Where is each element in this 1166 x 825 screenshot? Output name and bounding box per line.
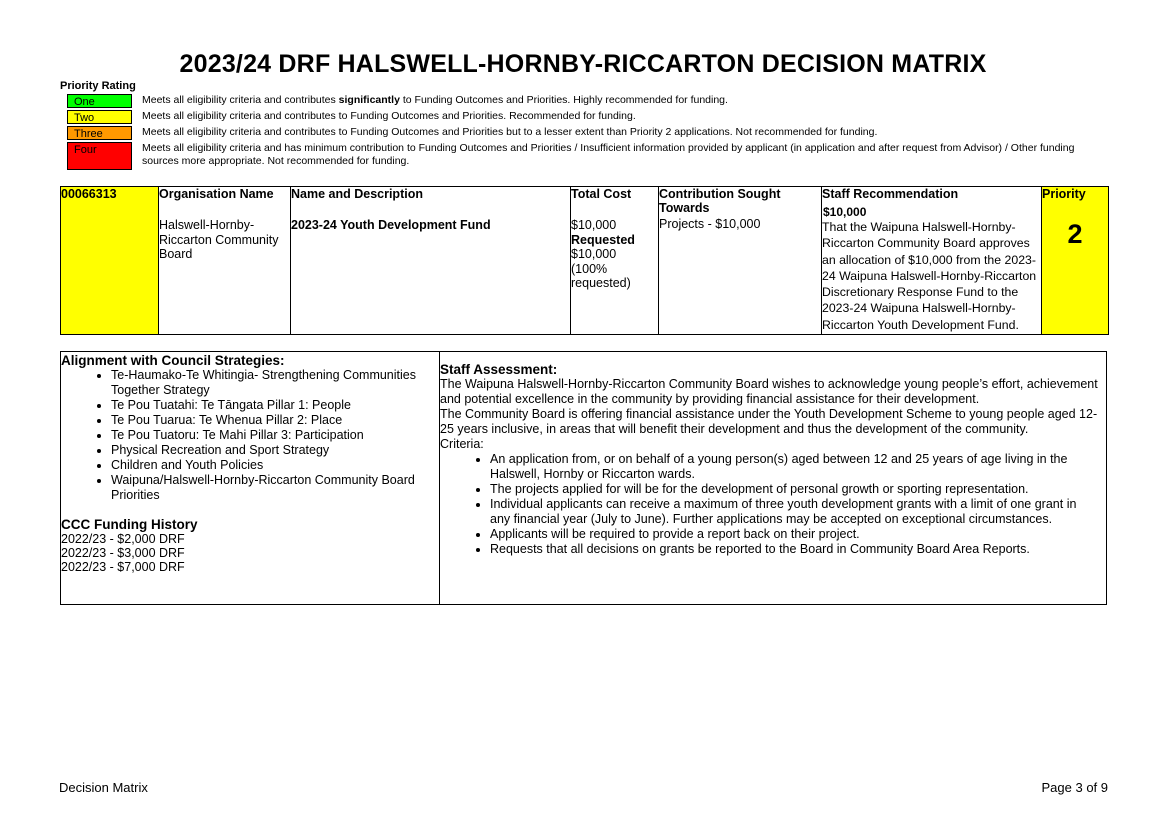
criteria-item: • An application from, or on behalf of a young person(s) aged between 12 and 25 years of age living in the Halswell, Hornby or Riccarton wards. (490, 452, 1100, 482)
alignment-item: • Children and Youth Policies (111, 458, 439, 473)
grant-table (60, 186, 1109, 335)
alignment-item: • Waipuna/Halswell-Hornby-Riccarton Community Board Priorities (111, 473, 439, 503)
contribution-cell (659, 187, 822, 335)
staff-recommendation-amount: $10,000 (823, 205, 867, 219)
priority-desc-two: Meets all eligibility criteria and contributes to Funding Outcomes and Priorities. Recommended for funding. (142, 110, 636, 122)
alignment-item: • Te-Haumako-Te Whitingia- Strengthening Communities Together Strategy (111, 368, 439, 398)
requested-label: Requested (571, 232, 635, 247)
organisation-cell (159, 187, 291, 335)
staff-recommendation-header: Staff Recommendation (822, 187, 959, 201)
criteria-item: • Requests that all decisions on grants be reported to the Board in Community Board Area Reports. (490, 542, 1100, 557)
requested-percent: (100% requested) (571, 261, 631, 290)
priority-header: Priority (1042, 187, 1086, 201)
name-description-cell (291, 187, 571, 335)
alignment-list (61, 368, 439, 503)
total-cost-value: $10,000 (571, 218, 617, 232)
priority-rating-label: Priority Rating (60, 80, 136, 92)
alignment-item: • Te Pou Tuatahi: Te Tāngata Pillar 1: People (111, 398, 439, 413)
criteria-list (440, 452, 1106, 557)
priority-swatch-two: Two (67, 110, 132, 124)
priority-desc-three: Meets all eligibility criteria and contributes to Funding Outcomes and Priorities but to a lesser extent than Priority 2 applications. Not recommended for funding. (142, 126, 878, 138)
footer-page-number: Page 3 of 9 (1041, 780, 1108, 795)
funding-history-item: 2022/23 - $7,000 DRF (61, 560, 185, 574)
alignment-item: • Te Pou Tuarua: Te Whenua Pillar 2: Place (111, 413, 439, 428)
alignment-item: • Te Pou Tuatoru: Te Mahi Pillar 3: Participation (111, 428, 439, 443)
priority-cell (1042, 187, 1109, 335)
grant-id-cell (61, 187, 159, 335)
criteria-item: • Individual applicants can receive a maximum of three youth development grants with a limit of one grant in any financial year (July to June). Further applications may be accepted on exceptional circumstances. (490, 497, 1100, 527)
priority-swatch-three: Three (67, 126, 132, 140)
priority-desc-four: Meets all eligibility criteria and has minimum contribution to Funding Outcomes and Priorities / Insufficient information provided by applicant (in application and after request from Advisor) / Other funding sources more appropriate. Not recommended for funding. (142, 142, 1075, 167)
assessment-paragraph: The Waipuna Halswell-Hornby-Riccarton Community Board wishes to acknowledge young people’s effort, achievement and potential excellence in the community by providing financial assistance for their development. (440, 377, 1098, 406)
grant-id: 00066313 (61, 187, 117, 201)
alignment-item: • Physical Recreation and Sport Strategy (111, 443, 439, 458)
footer-document-name: Decision Matrix (59, 780, 148, 795)
criteria-item: • The projects applied for will be for the development of personal growth or sporting representation. (490, 482, 1100, 497)
priority-value: 2 (1067, 219, 1083, 249)
contribution-value: Projects - $10,000 (659, 217, 761, 231)
grant-name: 2023-24 Youth Development Fund (291, 218, 491, 232)
alignment-panel (61, 352, 440, 604)
funding-history-item: 2022/23 - $3,000 DRF (61, 546, 185, 560)
criteria-label: Criteria: (440, 437, 484, 451)
staff-recommendation-cell (822, 187, 1042, 335)
contribution-header: Contribution Sought Towards (659, 187, 781, 215)
staff-assessment-title: Staff Assessment: (440, 362, 558, 377)
funding-history-title: CCC Funding History (61, 517, 198, 532)
alignment-title: Alignment with Council Strategies: (61, 353, 285, 368)
priority-swatch-four: Four (67, 142, 132, 170)
name-description-header: Name and Description (291, 187, 423, 201)
requested-amount: $10,000 (571, 247, 617, 261)
staff-recommendation-text: That the Waipuna Halswell-Hornby-Riccarton Community Board approves an allocation of $10,000 from the 2023-24 Waipuna Halswell-Hornby-Riccarton Discretionary Response Fund to the 2023-24 Waipuna Halswell-Hornby-Riccarton Youth Development Fund. (822, 220, 1037, 332)
funding-history-item: 2022/23 - $2,000 DRF (61, 532, 185, 546)
organisation-header: Organisation Name (159, 187, 274, 201)
priority-desc-one: Meets all eligibility criteria and contributes significantly to Funding Outcomes and Priorities. Highly recommended for funding. (142, 94, 728, 106)
assessment-section (60, 351, 1107, 605)
priority-swatch-one: One (67, 94, 132, 108)
total-cost-header: Total Cost (571, 187, 632, 201)
page-title: 2023/24 DRF HALSWELL-HORNBY-RICCARTON DECISION MATRIX (179, 50, 987, 78)
criteria-item: • Applicants will be required to provide a report back on their project. (490, 527, 1100, 542)
organisation-name: Halswell-Hornby-Riccarton Community Board (159, 218, 279, 261)
total-cost-cell (571, 187, 659, 335)
staff-assessment-panel (440, 352, 1106, 604)
assessment-paragraph: The Community Board is offering financial assistance under the Youth Development Scheme to young people aged 12-25 years inclusive, in areas that will benefit their development and thus the development of the community. (440, 407, 1098, 436)
